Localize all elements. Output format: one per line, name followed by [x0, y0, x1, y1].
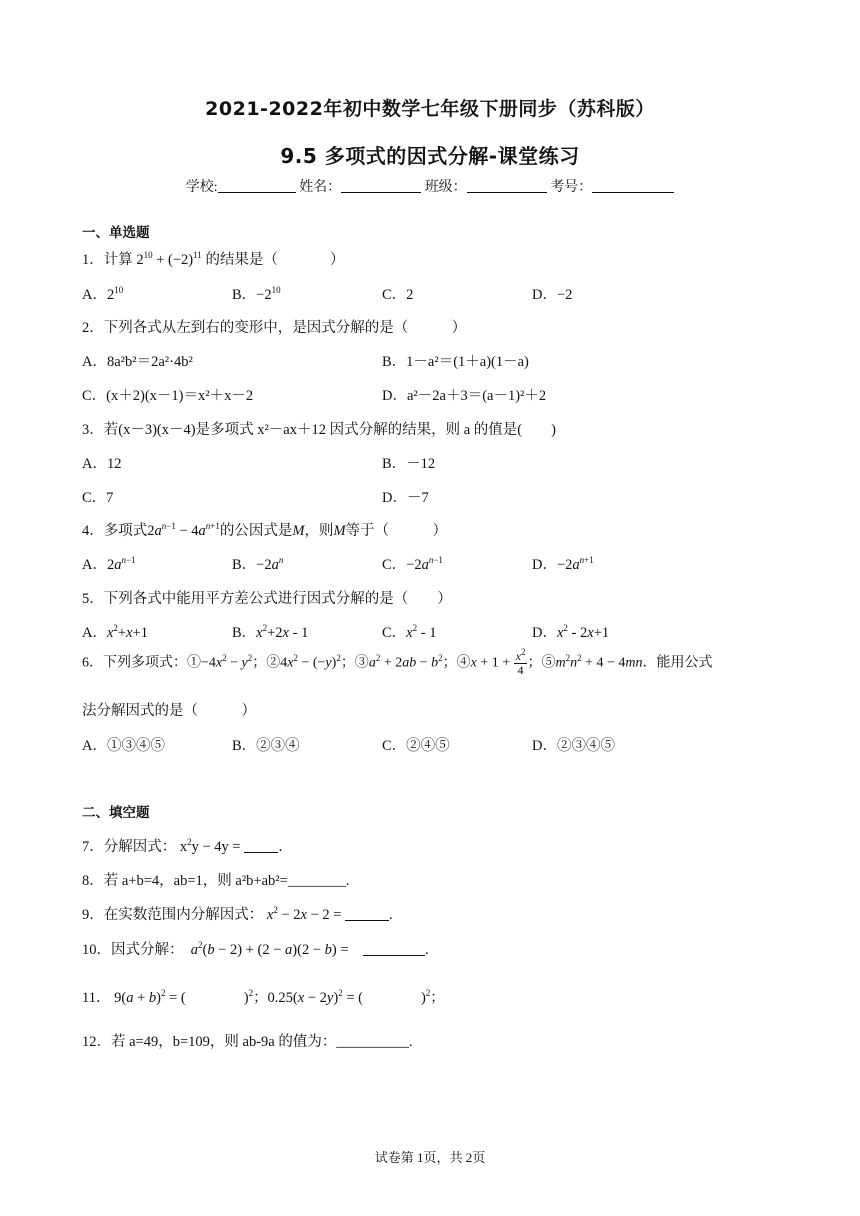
question-1: 1．计算 $2^{10} + (-2)^{11}$ 的结果是（ ） — [82, 250, 345, 268]
q2-option-a: A．8a²b²＝2a²·4b² — [82, 354, 193, 370]
q6-option-a: A．①③④⑤ — [82, 738, 165, 754]
exam-number-blank — [592, 178, 674, 193]
question-9: 9．在实数范围内分解因式： $x^2 - 2x - 2$ = . — [82, 905, 393, 923]
question-8: 8．若 a+b=4，ab=1，则 a²b+ab²=________. — [82, 873, 350, 889]
q1-option-b: B．$-2^{10}$ — [232, 285, 281, 303]
question-6-continued: 法分解因式的是（ ） — [82, 703, 256, 719]
exam-number-label: 考号： — [550, 180, 593, 195]
exam-title: 2021-2022年初中数学七年级下册同步（苏科版） — [205, 98, 655, 120]
q5-option-c: C．$x^2$ ‑ 1 — [382, 623, 437, 641]
q6-option-c: C．②④⑤ — [382, 738, 450, 754]
section-heading-fill-in: 二、填空题 — [82, 805, 150, 821]
name-blank — [341, 178, 421, 193]
q1-option-c: C．2 — [382, 287, 414, 303]
q4-option-a: A．$2a^{n-1}$ — [82, 555, 136, 573]
section-heading-single-choice: 一、单选题 — [82, 225, 150, 241]
student-info-line — [0, 176, 860, 196]
question-3: 3．若(x－3)(x－4)是多项式 x²－ax＋12 因式分解的结果，则 a 的值是( ) — [82, 422, 556, 438]
question-5: 5．下列各式中能用平方差公式进行因式分解的是（ ） — [82, 591, 452, 607]
exam-subtitle: 9.5 多项式的因式分解-课堂练习 — [280, 144, 580, 168]
q2-option-b: B．1－a²＝(1＋a)(1－a) — [382, 354, 529, 370]
question-2: 2．下列各式从左到右的变形中，是因式分解的是（ ） — [82, 320, 467, 336]
q3-option-d: D．－7 — [382, 490, 429, 506]
school-label: 学校: — [185, 180, 218, 195]
question-7: 7．分解因式： $x^2y - 4y$ = ． — [82, 837, 293, 855]
q5-option-a: A．$x^2+x+1$ — [82, 623, 148, 641]
q5-option-d: D．$x^2$ ‑ 2x+1 — [532, 623, 610, 641]
class-blank — [467, 178, 547, 193]
q3-option-c: C．7 — [82, 490, 114, 506]
q2-option-d: D．a²－2a＋3＝(a－1)²＋2 — [382, 388, 547, 404]
question-12: 12．若 a=49，b=109，则 ab-9a 的值为：__________. — [82, 1034, 413, 1050]
question-10: 10．因式分解： $a^2(b - 2) + (2 - a)(2 - b)$ = . — [82, 940, 429, 958]
class-label: 班级： — [424, 180, 467, 195]
question-11: 11． $9(a + b)^2$ = ( )$^2$；$0.25(x - 2y)^2$ = ( )$^2$； — [82, 988, 445, 1006]
q1-option-d: D．−2 — [532, 287, 573, 303]
q3-option-a: A．12 — [82, 456, 122, 472]
q4-option-c: C．$-2a^{n-1}$ — [382, 555, 443, 573]
fraction-x2-over-4: $\frac{x^2}{4}$ — [515, 647, 526, 677]
q6-option-b: B．②③④ — [232, 738, 300, 754]
question-6: 6．下列多项式：$①-4x^2 - y^2$；$②4x^2 - (-y)^2$；$③a^2 + 2ab - b^2$；④x + 1 + $\frac{x^2}{4}$ ；$⑤m^2n^2 + 4 - 4mn$．能用公式 — [82, 647, 713, 677]
q4-option-b: B．$-2a^n$ — [232, 555, 284, 573]
q5-option-b: B．$x^2+2x$ ‑ 1 — [232, 623, 309, 641]
q3-option-b: B．－12 — [382, 456, 436, 472]
question-4: 4．多项式$2a^{n-1} - 4a^{n+1}$的公因式是M，则M等于（ ） — [82, 521, 448, 539]
q1-option-a: A．$2^{10}$ — [82, 285, 124, 303]
q6-option-d: D．②③④⑤ — [532, 738, 615, 754]
q4-option-d: D．$-2a^{n+1}$ — [532, 555, 594, 573]
q2-option-c: C．(x＋2)(x－1)＝x²＋x－2 — [82, 388, 254, 404]
page-footer: 试卷第 1页，共 2页 — [374, 1150, 486, 1165]
school-blank — [218, 178, 296, 193]
name-label: 姓名： — [299, 180, 342, 195]
